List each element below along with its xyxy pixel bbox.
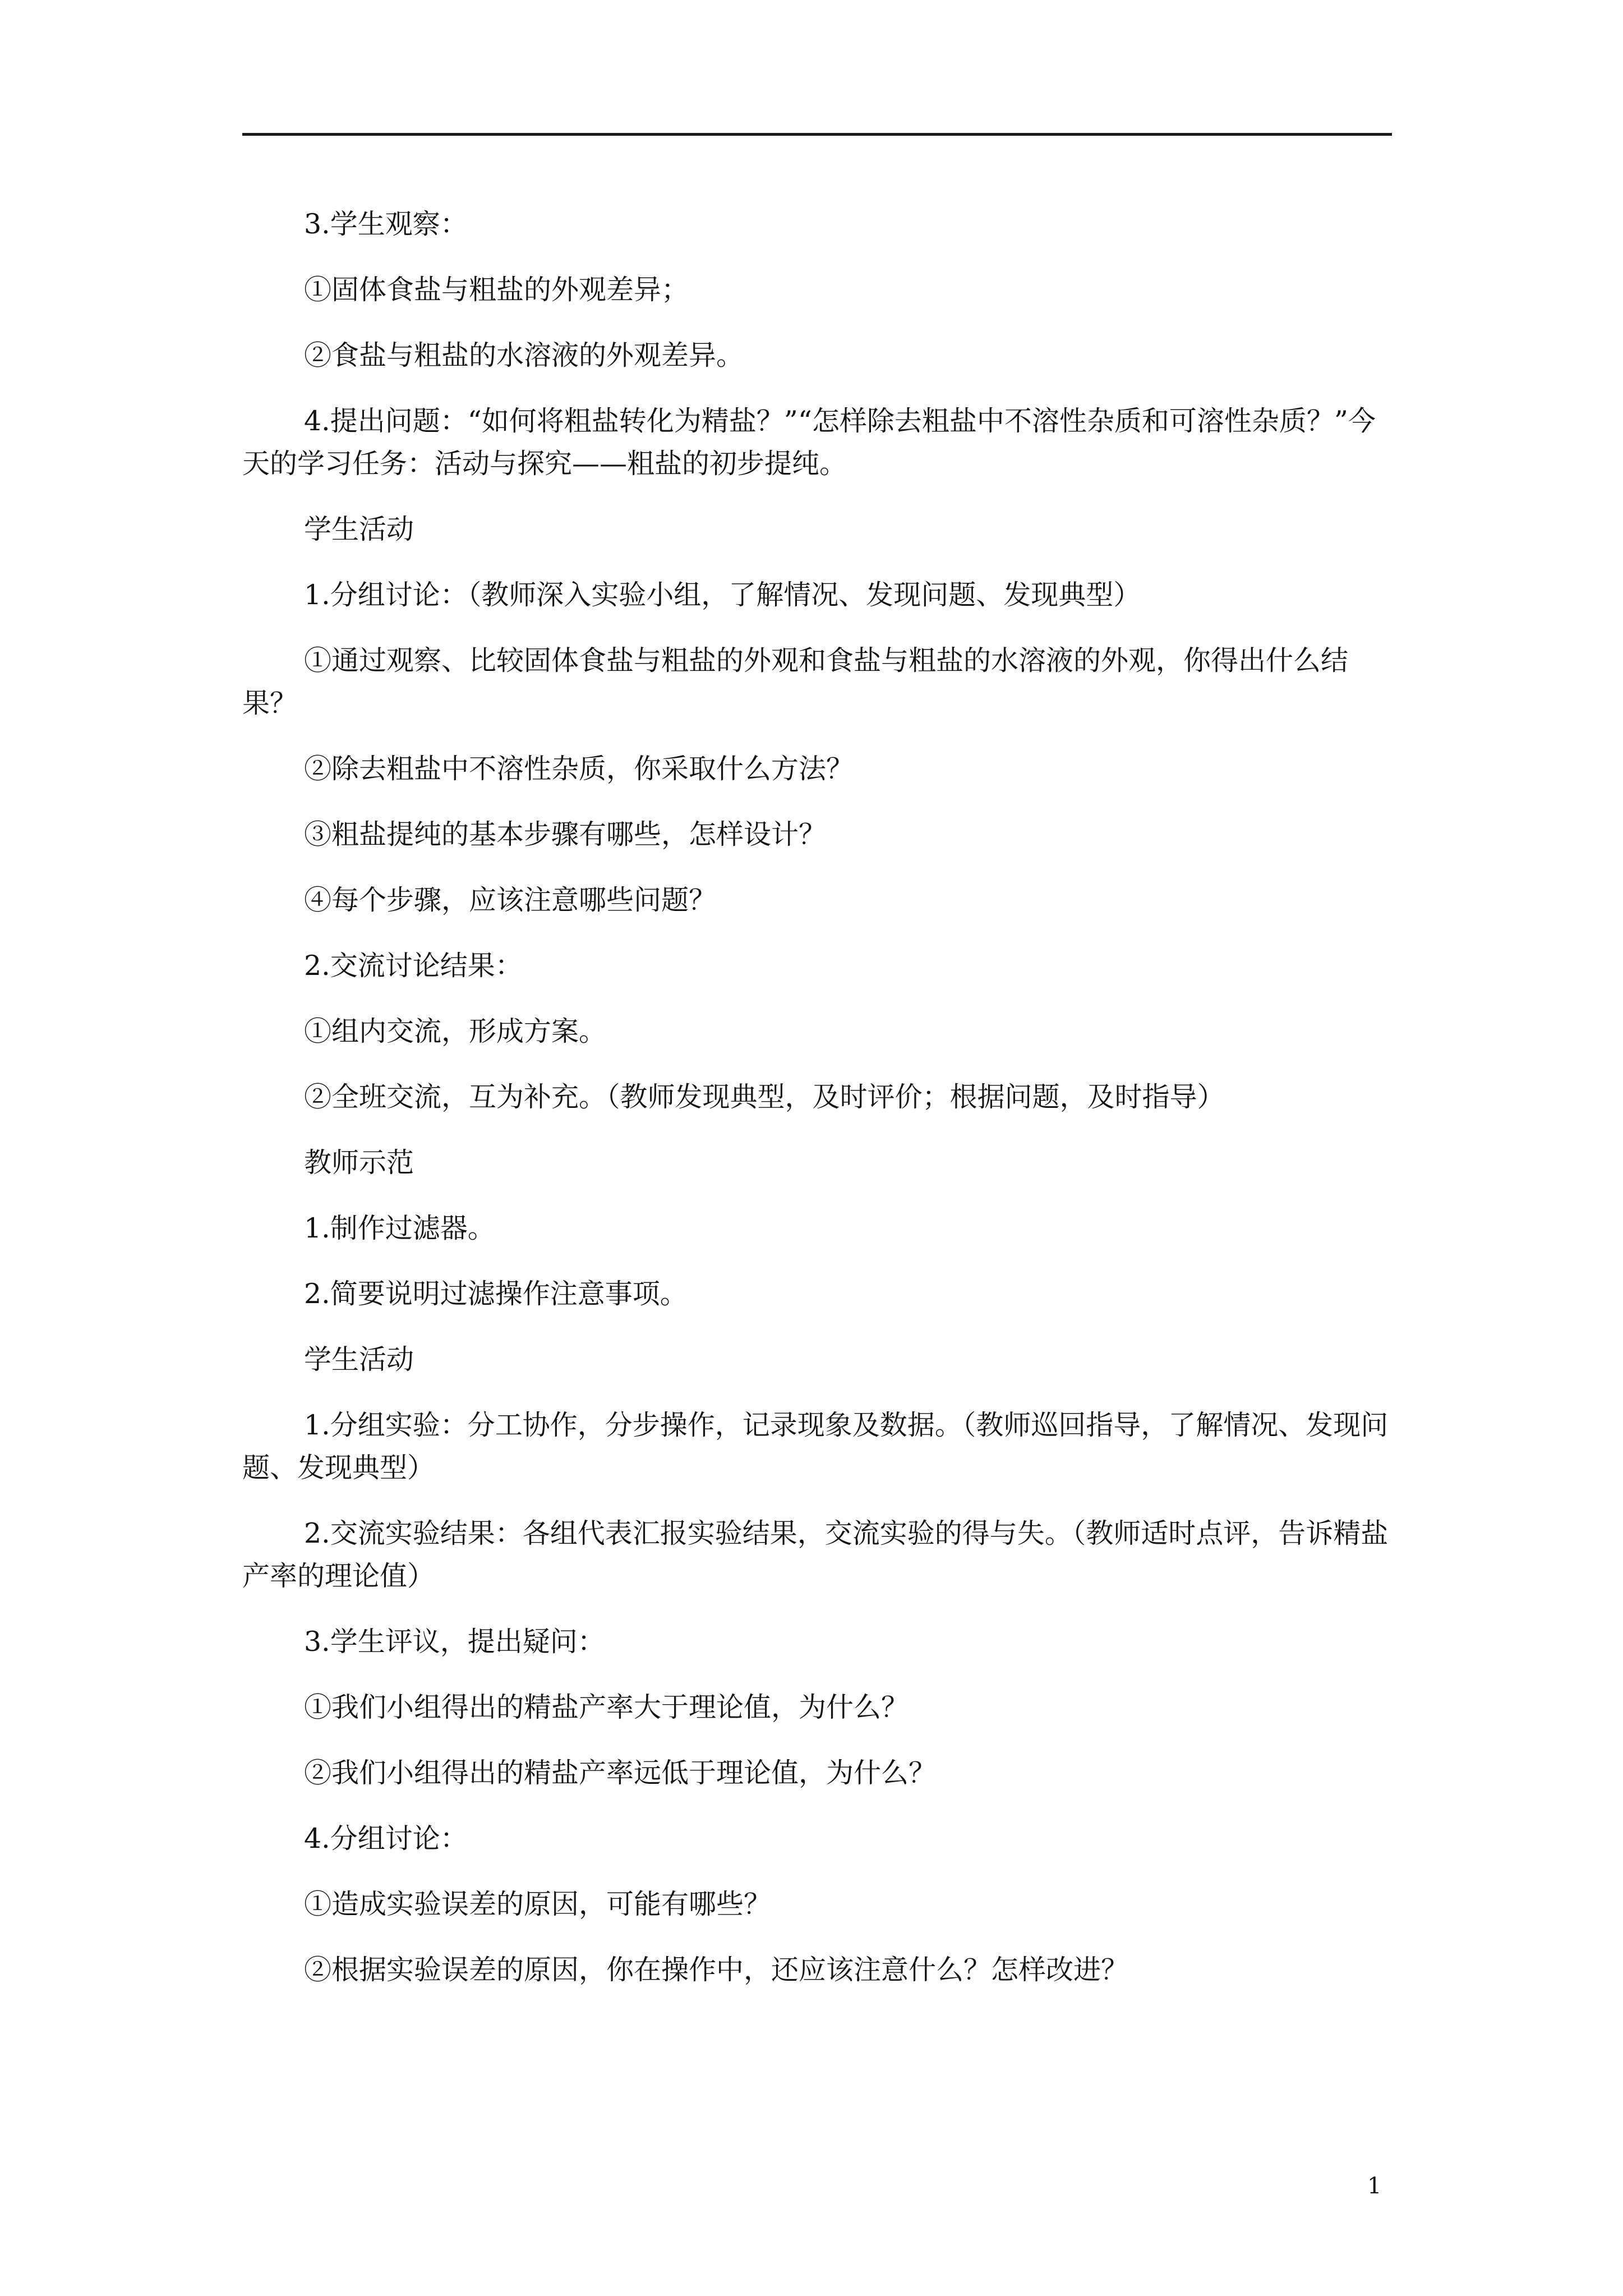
paragraph: 4.分组讨论： <box>304 1823 468 1855</box>
paragraph: ①造成实验误差的原因，可能有哪些？ <box>304 1888 772 1920</box>
section-heading: 教师示范 <box>304 1147 414 1179</box>
section-heading: 学生活动 <box>304 1343 414 1375</box>
header-rule <box>242 133 1392 136</box>
paragraph: ①组内交流，形成方案。 <box>304 1015 607 1047</box>
paragraph: ②全班交流，互为补充。（教师发现典型，及时评价；根据问题，及时指导） <box>304 1081 1225 1113</box>
paragraph: ①通过观察、比较固体食盐与粗盐的外观和食盐与粗盐的水溶液的外观，你得出什么结果？ <box>242 645 1349 719</box>
paragraph: 1.分组讨论：（教师深入实验小组，了解情况、发现问题、发现典型） <box>304 579 1141 611</box>
document-body <box>242 203 1392 2014</box>
paragraph: ②根据实验误差的原因，你在操作中，还应该注意什么？怎样改进？ <box>304 1954 1129 1986</box>
paragraph: ②食盐与粗盐的水溶液的外观差异。 <box>304 339 744 371</box>
paragraph: 2.简要说明过滤操作注意事项。 <box>304 1278 688 1310</box>
paragraph: 2.交流实验结果：各组代表汇报实验结果，交流实验的得与失。（教师适时点评，告诉精盐产率的理论值） <box>242 1517 1389 1592</box>
paragraph: 3.学生观察： <box>304 208 468 240</box>
paragraph: 1.分组实验：分工协作，分步操作，记录现象及数据。（教师巡回指导，了解情况、发现问题、发现典型） <box>242 1409 1389 1484</box>
paragraph: ①固体食盐与粗盐的外观差异； <box>304 274 689 306</box>
paragraph: ②除去粗盐中不溶性杂质，你采取什么方法？ <box>304 753 854 785</box>
paragraph: ③粗盐提纯的基本步骤有哪些，怎样设计？ <box>304 818 827 850</box>
page-number: 1 <box>1367 2173 1382 2199</box>
paragraph: 4.提出问题：“如何将粗盐转化为精盐？”“怎样除去粗盐中不溶性杂质和可溶性杂质？”今天的学习任务：活动与探究——粗盐的初步提纯。 <box>242 405 1376 480</box>
paragraph: 3.学生评议，提出疑问： <box>304 1626 605 1658</box>
section-heading: 学生活动 <box>304 513 414 545</box>
paragraph: ④每个步骤，应该注意哪些问题？ <box>304 884 717 916</box>
paragraph: ①我们小组得出的精盐产率大于理论值，为什么？ <box>304 1691 909 1723</box>
paragraph: ②我们小组得出的精盐产率远低于理论值，为什么？ <box>304 1757 937 1789</box>
paragraph: 2.交流讨论结果： <box>304 950 523 982</box>
paragraph: 1.制作过滤器。 <box>304 1212 495 1244</box>
